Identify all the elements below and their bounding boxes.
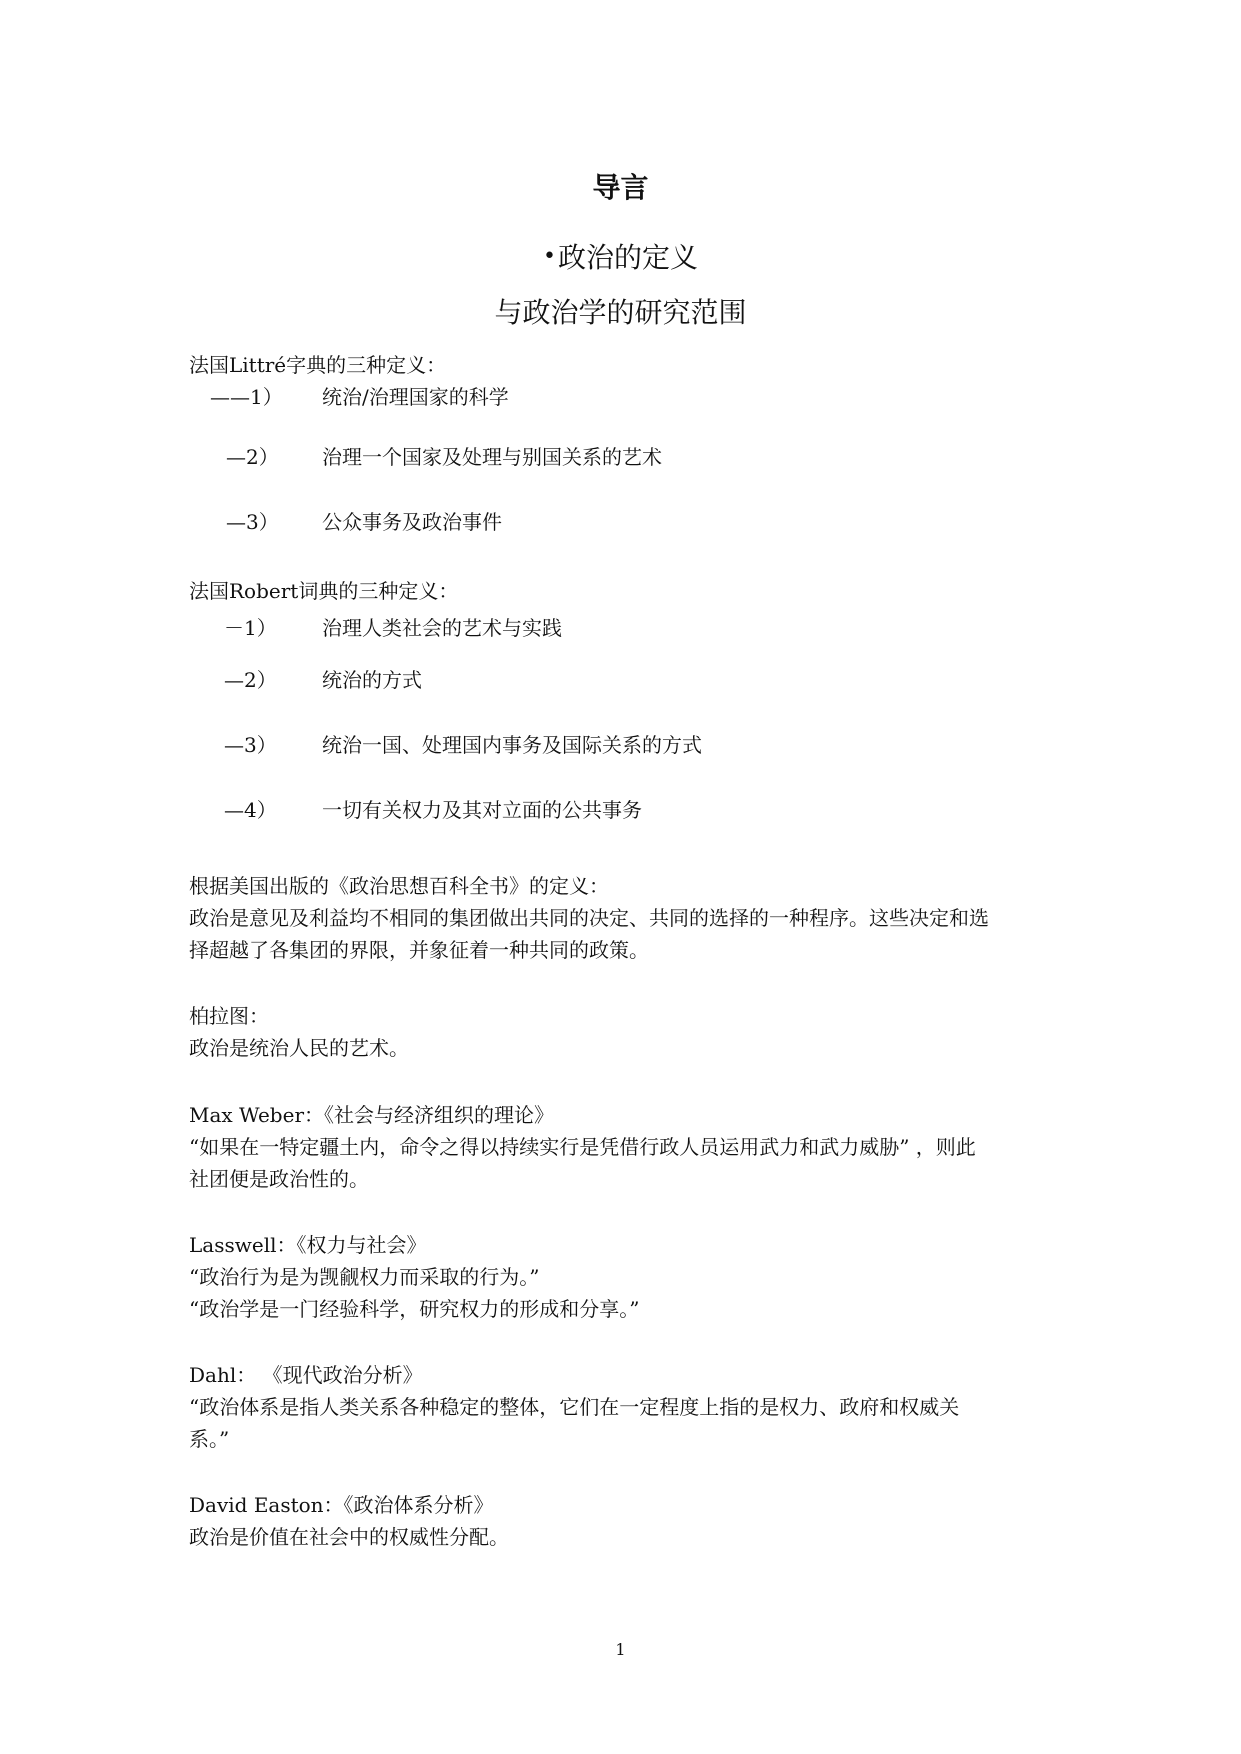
robert-item-3-marker: —3） xyxy=(224,733,277,757)
lasswell-line-1: “政治行为是为觊觎权力而采取的行为。” xyxy=(189,1265,540,1289)
littre-item-2-text: 治理一个国家及处理与别国关系的艺术 xyxy=(322,445,662,469)
littre-item-2-marker: —2） xyxy=(226,445,279,469)
plato-heading: 柏拉图： xyxy=(189,1004,269,1028)
lasswell-heading: Lasswell：《权力与社会》 xyxy=(189,1233,427,1257)
robert-item-1-marker: －1） xyxy=(224,616,277,640)
page-number: 1 xyxy=(615,1640,626,1659)
easton-heading: David Easton：《政治体系分析》 xyxy=(189,1493,494,1517)
robert-item-2-text: 统治的方式 xyxy=(322,668,422,692)
encyclopedia-line-1: 政治是意见及利益均不相同的集团做出共同的决定、共同的选择的一种程序。这些决定和选 xyxy=(189,906,989,930)
littre-item-3-text: 公众事务及政治事件 xyxy=(322,510,502,534)
dahl-line-2: 系。” xyxy=(189,1427,230,1451)
robert-item-2-marker: —2） xyxy=(224,668,277,692)
littre-heading: 法国Littré字典的三种定义： xyxy=(189,353,447,377)
weber-line-1: “如果在一特定疆土内，命令之得以持续实行是凭借行政人员运用武力和武力威胁” ，则此 xyxy=(189,1135,976,1159)
bullet-icon: • xyxy=(543,244,556,269)
weber-line-2: 社团便是政治性的。 xyxy=(189,1167,369,1191)
robert-item-3-text: 统治一国、处理国内事务及国际关系的方式 xyxy=(322,733,702,757)
weber-heading: Max Weber：《社会与经济组织的理论》 xyxy=(189,1103,554,1127)
littre-item-3-marker: —3） xyxy=(226,510,279,534)
section-heading-line1 xyxy=(0,240,1241,275)
plato-line-1: 政治是统治人民的艺术。 xyxy=(189,1036,409,1060)
robert-item-4-marker: —4） xyxy=(224,798,277,822)
section-heading-text: 政治的定义 xyxy=(557,241,698,274)
dahl-line-1: “政治体系是指人类关系各种稳定的整体，它们在一定程度上指的是权力、政府和权威关 xyxy=(189,1395,960,1419)
encyclopedia-line-2: 择超越了各集团的界限，并象征着一种共同的政策。 xyxy=(189,938,649,962)
littre-item-1-marker: ——1） xyxy=(210,385,283,409)
robert-item-4-text: 一切有关权力及其对立面的公共事务 xyxy=(322,798,642,822)
lasswell-line-2: “政治学是一门经验科学，研究权力的形成和分享。” xyxy=(189,1297,640,1321)
page-title: 导言 xyxy=(592,171,649,204)
section-heading-line2: 与政治学的研究范围 xyxy=(494,296,747,329)
encyclopedia-heading: 根据美国出版的《政治思想百科全书》的定义： xyxy=(189,874,609,898)
robert-item-1-text: 治理人类社会的艺术与实践 xyxy=(322,616,562,640)
robert-heading: 法国Robert词典的三种定义： xyxy=(189,579,459,603)
dahl-heading: Dahl： 《现代政治分析》 xyxy=(189,1363,423,1387)
easton-line-1: 政治是价值在社会中的权威性分配。 xyxy=(189,1525,509,1549)
littre-item-1-text: 统治/治理国家的科学 xyxy=(322,385,509,409)
